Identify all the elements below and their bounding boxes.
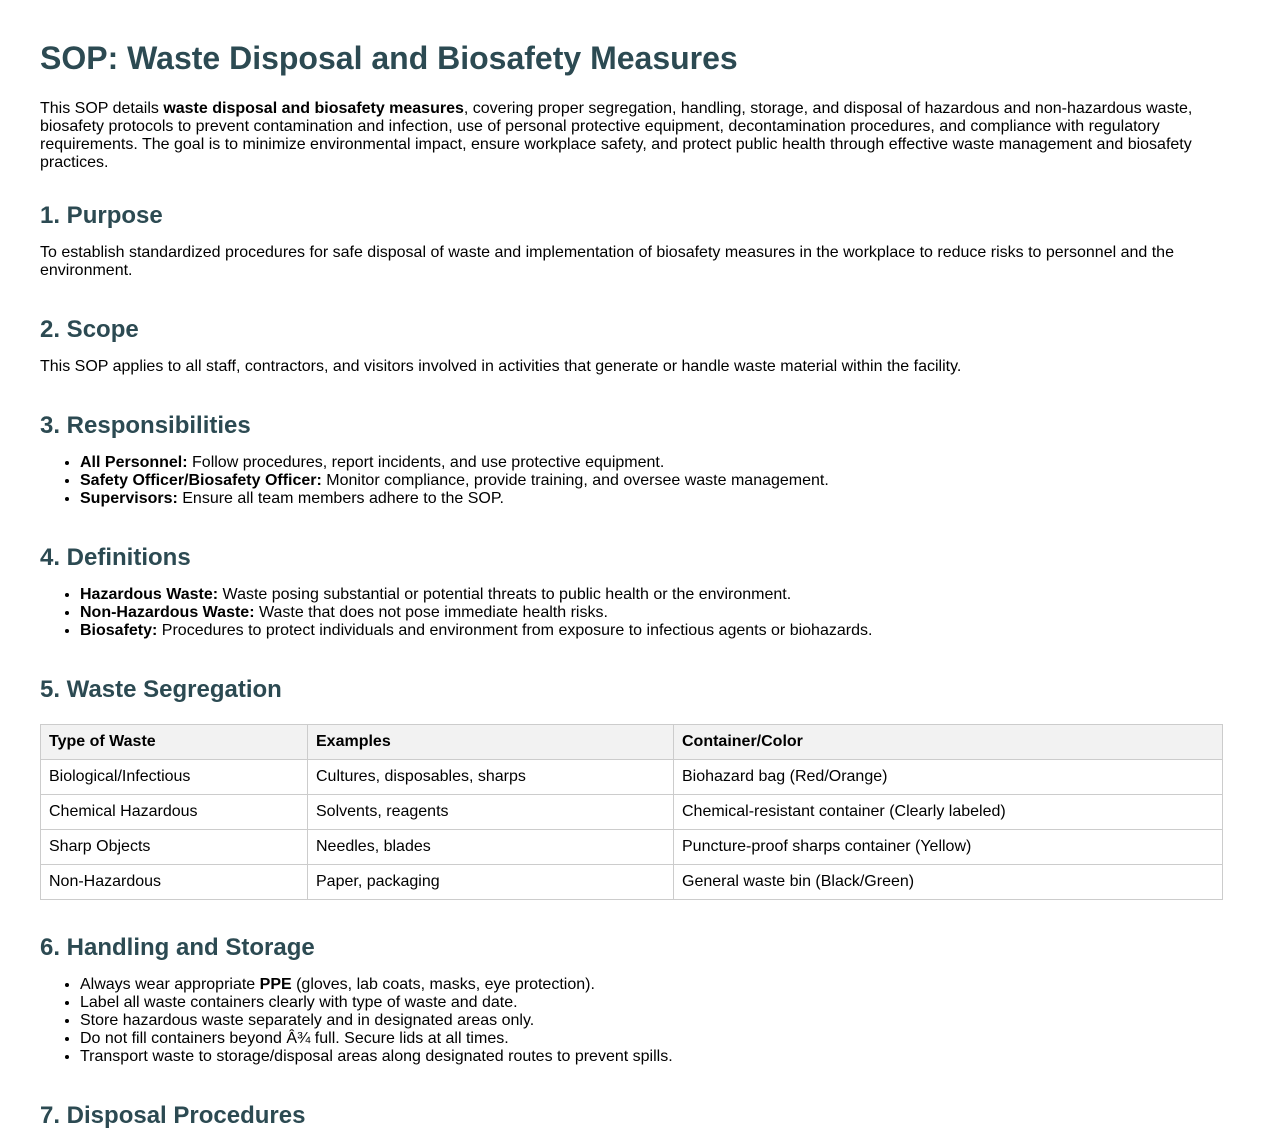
section-heading: 7. Disposal Procedures — [40, 1102, 306, 1129]
table-row — [41, 760, 1223, 795]
table-cell: Paper, packaging — [308, 865, 674, 900]
list-item: • Store hazardous waste separately and in designated areas only. — [80, 1012, 1223, 1030]
section-definitions — [40, 544, 1223, 640]
item-desc: Waste posing substantial or potential threats to public health or the environment. — [218, 586, 792, 603]
column-header: Type of Waste — [41, 725, 308, 760]
table-cell: Chemical-resistant container (Clearly labeled) — [674, 795, 1223, 830]
section-disposal-procedures — [40, 1102, 1223, 1130]
table-cell: Needles, blades — [308, 830, 674, 865]
table-row — [41, 865, 1223, 900]
item-term: Supervisors: — [80, 490, 178, 507]
section-heading: 5. Waste Segregation — [40, 676, 282, 703]
table-cell: Non-Hazardous — [41, 865, 308, 900]
table-row — [41, 795, 1223, 830]
section-heading: 4. Definitions — [40, 544, 191, 571]
item-term: Safety Officer/Biosafety Officer: — [80, 472, 322, 489]
list-item — [80, 604, 1223, 622]
table-header-row — [41, 725, 1223, 760]
table-cell: Chemical Hazardous — [41, 795, 308, 830]
section-handling-storage — [40, 934, 1223, 1066]
list-item — [80, 586, 1223, 604]
intro-prefix: This SOP details — [40, 100, 164, 117]
scope-text: This SOP applies to all staff, contractors, and visitors involved in activities that generate or handle waste material within the facility. — [40, 358, 962, 375]
item-term: Hazardous Waste: — [80, 586, 219, 603]
table-cell: Biohazard bag (Red/Orange) — [674, 760, 1223, 795]
responsibilities-list — [40, 454, 1223, 508]
item-term: Biosafety: — [80, 622, 158, 639]
list-item — [80, 976, 1223, 994]
item-term: All Personnel: — [80, 454, 188, 471]
item-prefix: Always wear appropriate — [80, 976, 260, 993]
intro-suffix: , covering proper segregation, handling, storage, and disposal of hazardous and non-hazardous waste, biosafety protocols to prevent contamination and infection, use of personal protective equipment, decontamination procedures, and compliance with regulatory requirements. The goal is to minimize environmental impact, ensure workplace safety, and protect public health through effective waste management and biosafety practices. — [40, 100, 1193, 171]
list-item: • Label all waste containers clearly with type of waste and date. — [80, 994, 1223, 1012]
item-desc: Ensure all team members adhere to the SOP. — [177, 490, 504, 507]
section-heading: 6. Handling and Storage — [40, 934, 315, 961]
table-cell: General waste bin (Black/Green) — [674, 865, 1223, 900]
section-responsibilities — [40, 412, 1223, 508]
waste-segregation-table — [40, 724, 1223, 900]
table-row — [41, 830, 1223, 865]
section-waste-segregation — [40, 676, 1223, 900]
item-desc: Monitor compliance, provide training, and oversee waste management. — [321, 472, 829, 489]
list-item — [80, 454, 1223, 472]
item-term: Non-Hazardous Waste: — [80, 604, 255, 621]
item-desc: Waste that does not pose immediate health risks. — [254, 604, 608, 621]
purpose-text: To establish standardized procedures for safe disposal of waste and implementation of biosafety measures in the workplace to reduce risks to personnel and the environment. — [40, 244, 1174, 279]
list-item — [80, 472, 1223, 490]
column-header: Examples — [308, 725, 674, 760]
list-item — [80, 490, 1223, 508]
table-cell: Solvents, reagents — [308, 795, 674, 830]
page-title: SOP: Waste Disposal and Biosafety Measures — [40, 40, 738, 76]
table-cell: Sharp Objects — [41, 830, 308, 865]
item-desc: Follow procedures, report incidents, and use protective equipment. — [187, 454, 665, 471]
item-desc: Procedures to protect individuals and environment from exposure to infectious agents or biohazards. — [157, 622, 873, 639]
definitions-list — [40, 586, 1223, 640]
section-purpose — [40, 202, 1223, 280]
intro-bold: waste disposal and biosafety measures — [163, 100, 464, 117]
list-item — [80, 622, 1223, 640]
list-item: • Transport waste to storage/disposal areas along designated routes to prevent spills. — [80, 1048, 1223, 1066]
section-heading: 2. Scope — [40, 316, 139, 343]
section-heading: 3. Responsibilities — [40, 412, 251, 439]
column-header: Container/Color — [674, 725, 1223, 760]
table-cell: Puncture-proof sharps container (Yellow) — [674, 830, 1223, 865]
item-suffix: (gloves, lab coats, masks, eye protection). — [291, 976, 595, 993]
table-cell: Cultures, disposables, sharps — [308, 760, 674, 795]
section-heading: 1. Purpose — [40, 202, 163, 229]
section-scope — [40, 316, 1223, 376]
handling-list — [40, 976, 1223, 1066]
table-cell: Biological/Infectious — [41, 760, 308, 795]
intro-paragraph — [40, 100, 1223, 172]
item-bold: PPE — [259, 976, 292, 993]
list-item: • Do not fill containers beyond Â¾ full. Secure lids at all times. — [80, 1030, 1223, 1048]
